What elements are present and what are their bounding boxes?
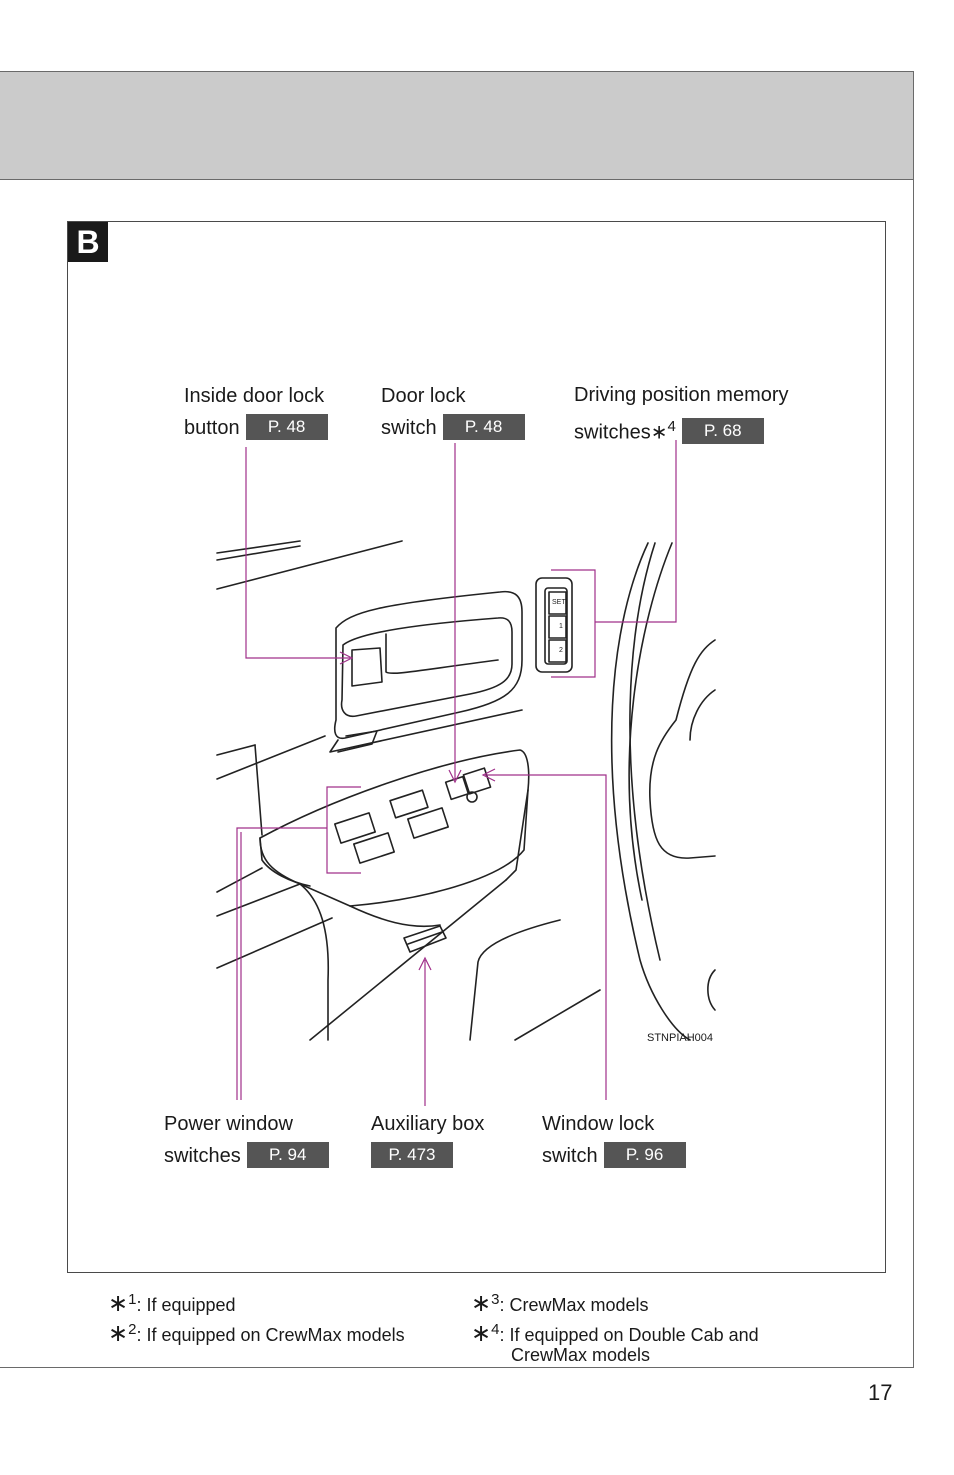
driving-position-line2: switches [574,421,651,444]
footnote-4-num: 4 [491,1321,500,1338]
driving-position-sup: 4 [667,418,676,435]
auxiliary-box-callout [371,1108,484,1172]
footnote-4 [471,1320,759,1365]
footnote-3 [471,1290,649,1315]
power-window-callout [164,1108,329,1172]
window-lock-page-ref[interactable]: P. 96 [604,1142,686,1168]
power-window-page-ref[interactable]: P. 94 [247,1142,329,1168]
driving-position-star: ∗ [650,421,668,444]
footnote-3-num: 3 [491,1291,500,1308]
door-lock-switch-line2: switch [381,417,437,439]
footnote-2-star: ∗ [108,1320,129,1347]
footnote-2-num: 2 [128,1321,137,1338]
inside-door-lock-line1: Inside door lock [184,385,325,407]
footnote-3-star: ∗ [471,1290,492,1317]
inside-door-lock-page-ref[interactable]: P. 48 [246,414,328,440]
footnote-4-star: ∗ [471,1320,492,1347]
driving-position-callout [574,379,789,449]
power-window-line1: Power window [164,1113,293,1135]
inside-door-lock-line2: button [184,417,240,439]
memory-two-label: 2 [559,647,563,654]
footnote-3-text: : CrewMax models [499,1295,649,1315]
window-lock-line1: Window lock [542,1113,655,1135]
page-number: 17 [868,1380,893,1405]
footnote-4-text: : If equipped on Double Cab and [499,1325,759,1345]
footnote-2-text: : If equipped on CrewMax models [136,1325,405,1345]
auxiliary-box-line1: Auxiliary box [371,1113,485,1135]
footnote-1 [108,1290,236,1315]
footnote-1-star: ∗ [108,1290,129,1317]
memory-set-label: SET [552,599,566,606]
power-window-line2: switches [164,1145,241,1167]
inside-door-lock-callout [184,380,328,444]
door-lock-switch-page-ref[interactable]: P. 48 [443,414,525,440]
footnote-1-num: 1 [128,1291,137,1308]
footnote-4-text-line2: CrewMax models [511,1345,651,1365]
driving-position-line1: Driving position memory [574,384,789,406]
driving-position-page-ref[interactable]: P. 68 [682,418,764,444]
image-code: STNPIAH004 [647,1032,714,1044]
door-lock-switch-line1: Door lock [381,385,466,407]
footnote-2 [108,1320,405,1345]
door-lock-switch-callout [381,380,525,444]
auxiliary-box-page-ref[interactable]: P. 473 [371,1142,453,1168]
footnote-1-text: : If equipped [136,1295,236,1315]
section-badge: B [68,222,108,262]
window-lock-line2: switch [542,1145,598,1167]
window-lock-callout [542,1108,686,1172]
memory-one-label: 1 [559,623,563,630]
